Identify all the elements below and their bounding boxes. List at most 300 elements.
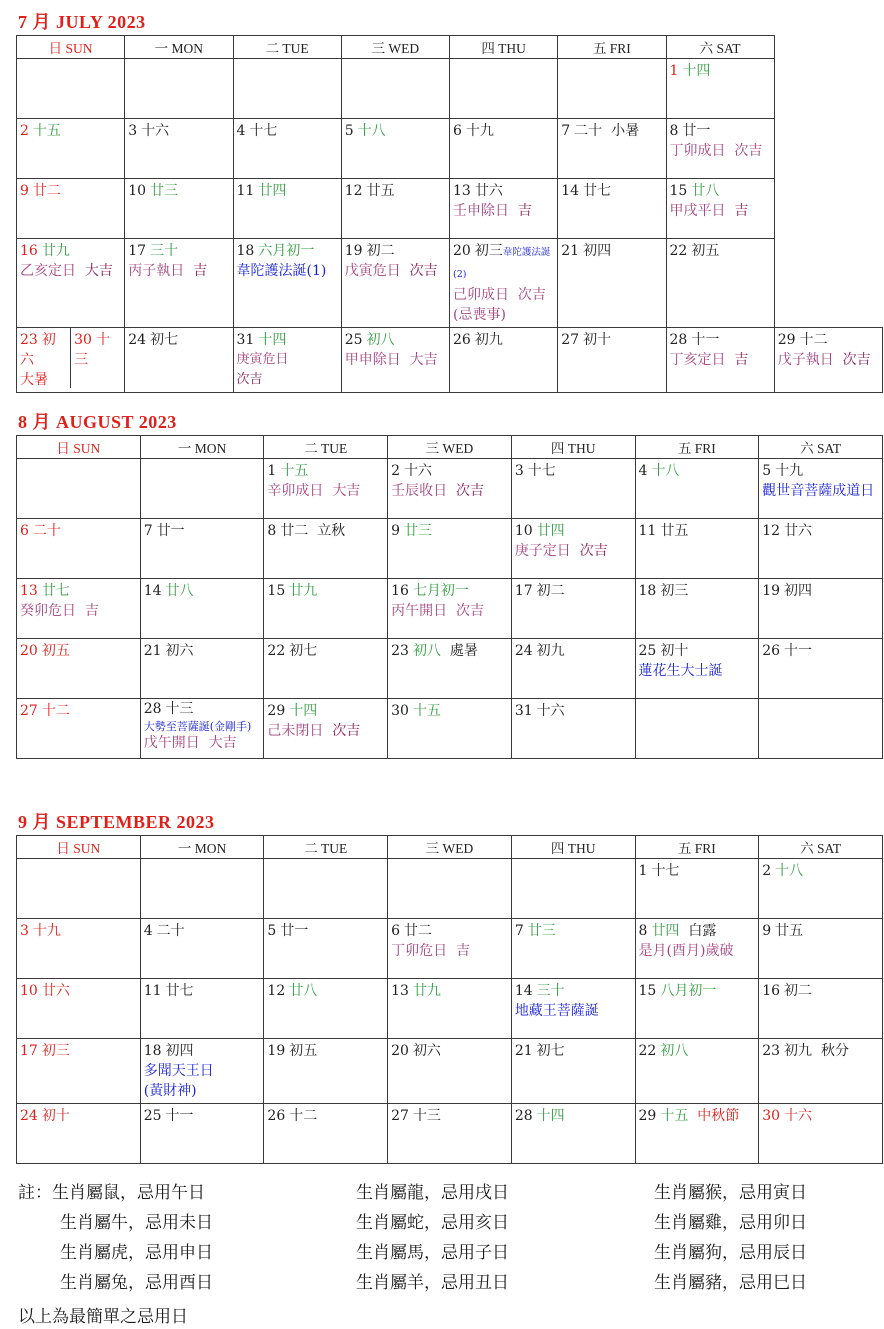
day-cell[interactable] xyxy=(140,639,264,699)
lunar-date: 廿一 xyxy=(682,123,711,139)
day-number: 9 xyxy=(391,523,401,539)
lunar-date: 廿五 xyxy=(660,523,689,539)
day-cell[interactable] xyxy=(666,119,774,179)
day-number: 17 xyxy=(20,1043,38,1059)
day-cell[interactable] xyxy=(759,639,883,699)
solar-term: 立秋 xyxy=(317,523,346,539)
lunar-date: 初六 xyxy=(412,1043,441,1059)
lunar-date: 廿六 xyxy=(474,183,503,199)
day-number: 13 xyxy=(453,183,471,199)
lunar-date: 十一 xyxy=(165,1108,194,1124)
day-cell[interactable] xyxy=(635,919,759,979)
almanac-day: 乙亥定日 xyxy=(20,263,76,279)
day-cell[interactable] xyxy=(759,979,883,1039)
day-cell[interactable] xyxy=(774,328,882,393)
day-cell[interactable] xyxy=(759,579,883,639)
lunar-date: 十六 xyxy=(536,703,565,719)
auspicious-rating: 大吉 xyxy=(208,735,237,751)
day-cell[interactable] xyxy=(125,179,233,239)
day-cell[interactable] xyxy=(388,699,512,759)
day-number: 11 xyxy=(236,183,255,199)
lunar-date: 廿三 xyxy=(150,183,179,199)
day-cell[interactable] xyxy=(759,859,883,919)
day-number: 21 xyxy=(514,1043,533,1059)
weekday-wed: 三 WED xyxy=(388,436,512,459)
week-row xyxy=(17,179,883,239)
day-number: 4 xyxy=(236,123,246,139)
almanac-day: 丁卯成日 xyxy=(669,143,726,159)
auspicious-rating: 大吉 xyxy=(332,483,361,499)
day-cell[interactable] xyxy=(17,1039,141,1104)
day-cell[interactable] xyxy=(388,459,512,519)
auspicious-rating: 次吉 xyxy=(236,372,263,387)
empty-cell xyxy=(125,59,233,119)
day-cell[interactable] xyxy=(17,328,70,388)
day-number: 10 xyxy=(514,523,533,539)
day-cell[interactable] xyxy=(140,919,264,979)
day-number: 10 xyxy=(20,983,38,999)
empty-cell xyxy=(140,459,264,519)
empty-cell xyxy=(140,859,264,919)
day-number: 3 xyxy=(20,923,29,939)
empty-cell xyxy=(341,59,449,119)
day-number: 16 xyxy=(762,983,781,999)
weekday-mon: 一 MON xyxy=(140,836,264,859)
week-row xyxy=(17,979,883,1039)
day-cell[interactable] xyxy=(511,639,635,699)
day-number: 24 xyxy=(20,1108,38,1124)
day-cell[interactable] xyxy=(558,119,666,179)
lunar-date: 十六 xyxy=(784,1108,813,1124)
notes-row xyxy=(18,1178,878,1208)
almanac-day: 甲申除日 xyxy=(344,352,401,368)
lunar-date: 三十 xyxy=(150,243,179,259)
lunar-date: 二十 xyxy=(574,123,603,139)
day-number: 1 xyxy=(669,63,679,79)
day-cell[interactable] xyxy=(17,699,141,759)
day-cell[interactable] xyxy=(511,919,635,979)
august-title: 8 月 AUGUST 2023 xyxy=(18,412,177,432)
note-item: 生肖屬鼠，忌用午日 xyxy=(52,1183,205,1203)
day-cell[interactable] xyxy=(388,639,512,699)
lunar-date: 廿九 xyxy=(412,983,441,999)
day-number: 11 xyxy=(638,523,657,539)
day-cell[interactable] xyxy=(666,328,774,393)
day-cell[interactable] xyxy=(388,579,512,639)
day-cell[interactable] xyxy=(635,1039,759,1104)
day-cell[interactable] xyxy=(635,459,759,519)
lunar-date: 十七 xyxy=(249,123,278,139)
day-cell[interactable] xyxy=(17,179,125,239)
lunar-date: 初二 xyxy=(784,983,813,999)
july-calendar xyxy=(16,35,883,393)
day-cell[interactable] xyxy=(759,519,883,579)
empty-cell xyxy=(511,859,635,919)
lunar-date: 初二 xyxy=(366,243,395,259)
lunar-date: 初八 xyxy=(366,332,395,348)
day-cell[interactable] xyxy=(388,979,512,1039)
lunar-date: 初八 xyxy=(412,643,441,659)
day-number: 28 xyxy=(669,332,688,348)
lunar-date: 廿四 xyxy=(258,183,287,199)
day-number: 15 xyxy=(267,583,286,599)
week-row xyxy=(17,239,883,328)
note-item: 生肖屬羊，忌用丑日 xyxy=(356,1273,509,1293)
weekday-thu: 四 THU xyxy=(450,36,558,59)
lunar-date: 初七 xyxy=(150,332,179,348)
day-cell[interactable] xyxy=(388,1104,512,1164)
day-cell[interactable] xyxy=(511,699,635,759)
day-cell[interactable] xyxy=(759,1039,883,1104)
empty-cell xyxy=(264,859,388,919)
empty-cell xyxy=(635,699,759,759)
lunar-date: 十三 xyxy=(412,1108,441,1124)
day-number: 23 xyxy=(391,643,409,659)
day-cell[interactable] xyxy=(264,639,388,699)
lunar-date: 廿二 xyxy=(32,183,61,199)
auspicious-rating: 次吉 xyxy=(579,543,608,559)
week-row xyxy=(17,328,883,393)
day-cell[interactable] xyxy=(140,1039,264,1104)
day-cell[interactable] xyxy=(341,239,449,328)
lunar-date: 十六 xyxy=(404,463,433,479)
auspicious-rating: 次吉 xyxy=(842,352,871,368)
weekday-fri: 五 FRI xyxy=(635,436,759,459)
almanac-day: 戊午開日 xyxy=(143,735,200,751)
lunar-date: 廿七 xyxy=(165,983,194,999)
day-number: 26 xyxy=(267,1108,286,1124)
day-cell[interactable] xyxy=(635,979,759,1039)
lunar-date: 十五 xyxy=(660,1108,689,1124)
weekday-thu: 四 THU xyxy=(511,436,635,459)
day-cell[interactable] xyxy=(17,119,125,179)
note-item: 生肖屬猴，忌用寅日 xyxy=(654,1183,807,1203)
day-cell[interactable] xyxy=(233,239,341,328)
lunar-date: 十九 xyxy=(32,923,61,939)
lunar-date: 初九 xyxy=(536,643,565,659)
lunar-date: 初十 xyxy=(41,1108,70,1124)
lunar-date: 初二 xyxy=(536,583,565,599)
day-number: 6 xyxy=(453,123,462,139)
day-cell[interactable] xyxy=(264,459,388,519)
lunar-date: 廿七 xyxy=(41,583,70,599)
day-cell[interactable] xyxy=(17,979,141,1039)
lunar-date: 十六 xyxy=(141,123,170,139)
lunar-date: 十九 xyxy=(775,463,804,479)
day-number: 10 xyxy=(128,183,147,199)
day-number: 27 xyxy=(391,1108,409,1124)
day-cell[interactable] xyxy=(450,328,558,393)
day-cell[interactable] xyxy=(450,239,558,328)
auspicious-rating: 吉 xyxy=(734,203,749,219)
lunar-date: 廿九 xyxy=(41,243,70,259)
day-cell[interactable] xyxy=(759,919,883,979)
weekday-tue: 二 TUE xyxy=(264,836,388,859)
day-number: 25 xyxy=(344,332,363,348)
july-title: 7 月 JULY 2023 xyxy=(18,12,146,32)
day-cell[interactable] xyxy=(17,1104,141,1164)
lunar-date: 十五 xyxy=(280,463,309,479)
day-cell[interactable] xyxy=(264,1039,388,1104)
day-number: 20 xyxy=(453,243,471,259)
day-number: 19 xyxy=(267,1043,286,1059)
day-cell[interactable] xyxy=(264,1104,388,1164)
day-cell[interactable] xyxy=(635,639,759,699)
notes-footer: 以上為最簡單之忌用日 xyxy=(18,1307,188,1327)
day-cell[interactable] xyxy=(125,328,233,393)
lunar-date: 廿九 xyxy=(289,583,318,599)
day-cell[interactable] xyxy=(635,859,759,919)
day-cell[interactable] xyxy=(140,519,264,579)
day-cell[interactable] xyxy=(17,919,141,979)
lunar-date: 二十 xyxy=(32,523,61,539)
lunar-date: 廿二 xyxy=(404,923,433,939)
lunar-date: 廿七 xyxy=(583,183,612,199)
weekday-sun: 日 SUN xyxy=(17,436,141,459)
day-number: 19 xyxy=(762,583,781,599)
lunar-date: 廿四 xyxy=(651,923,680,939)
day-cell[interactable] xyxy=(341,328,449,393)
day-cell[interactable] xyxy=(511,1104,635,1164)
lunar-date: 十七 xyxy=(527,463,556,479)
day-number: 29 xyxy=(638,1108,657,1124)
day-number: 23 xyxy=(20,332,38,348)
day-cell[interactable] xyxy=(17,639,141,699)
empty-cell xyxy=(17,459,141,519)
day-number: 17 xyxy=(514,583,533,599)
lunar-date: 十九 xyxy=(465,123,494,139)
day-number: 22 xyxy=(669,243,688,259)
day-cell[interactable] xyxy=(233,179,341,239)
buddhist-event: 韋陀護法誕(2) xyxy=(453,247,551,280)
day-number: 6 xyxy=(20,523,29,539)
day-number: 29 xyxy=(777,332,796,348)
lunar-date: 廿六 xyxy=(41,983,70,999)
day-number: 21 xyxy=(561,243,580,259)
lunar-date: 初三 xyxy=(41,1043,70,1059)
solar-term: 秋分 xyxy=(820,1043,849,1059)
lunar-date: 七月初一 xyxy=(412,583,469,599)
day-cell[interactable] xyxy=(388,519,512,579)
lunar-date: 十一 xyxy=(691,332,720,348)
day-cell[interactable] xyxy=(140,699,264,759)
day-number: 25 xyxy=(638,643,657,659)
day-cell[interactable] xyxy=(450,179,558,239)
week-row xyxy=(17,919,883,979)
lunar-date: 初十 xyxy=(583,332,612,348)
day-cell[interactable] xyxy=(264,519,388,579)
week-row xyxy=(17,59,883,119)
day-number: 13 xyxy=(20,583,38,599)
day-number: 18 xyxy=(143,1043,162,1059)
weekday-header xyxy=(17,36,883,59)
day-number: 24 xyxy=(128,332,147,348)
day-cell[interactable] xyxy=(511,579,635,639)
lunar-date: 十二 xyxy=(799,332,828,348)
day-cell[interactable] xyxy=(341,179,449,239)
day-cell[interactable] xyxy=(17,519,141,579)
day-number: 8 xyxy=(638,923,648,939)
day-number: 1 xyxy=(638,863,648,879)
empty-cell xyxy=(233,59,341,119)
day-cell[interactable] xyxy=(17,239,125,328)
day-cell[interactable] xyxy=(140,579,264,639)
lunar-date: 初七 xyxy=(536,1043,565,1059)
day-cell[interactable] xyxy=(558,179,666,239)
almanac-day: 庚子定日 xyxy=(514,543,571,559)
auspicious-rating: 大吉 xyxy=(84,263,113,279)
day-cell[interactable] xyxy=(125,239,233,328)
day-number: 14 xyxy=(143,583,162,599)
lunar-date: 初四 xyxy=(784,583,813,599)
august-calendar xyxy=(16,435,883,759)
day-number: 28 xyxy=(143,701,162,717)
almanac-day: 甲戌平日 xyxy=(669,203,726,219)
buddhist-event: 蓮花生大士誕 xyxy=(638,663,723,679)
day-number: 26 xyxy=(762,643,781,659)
day-cell[interactable] xyxy=(635,519,759,579)
lunar-date: 八月初一 xyxy=(660,983,717,999)
auspicious-rating: 次吉 xyxy=(734,143,763,159)
note-item: 生肖屬雞，忌用卯日 xyxy=(654,1213,807,1233)
auspicious-rating: 次吉 xyxy=(517,287,546,303)
day-number: 20 xyxy=(391,1043,409,1059)
lunar-date: 廿四 xyxy=(536,523,565,539)
weekday-mon: 一 MON xyxy=(125,36,233,59)
lunar-date: 廿五 xyxy=(366,183,395,199)
lunar-date: 十一 xyxy=(784,643,813,659)
day-cell[interactable] xyxy=(388,1039,512,1104)
day-number: 28 xyxy=(514,1108,533,1124)
day-cell[interactable] xyxy=(264,579,388,639)
lunar-date: 廿八 xyxy=(165,583,194,599)
day-number: 18 xyxy=(236,243,255,259)
buddhist-event: 大勢至菩薩誕(金剛手) xyxy=(143,720,252,733)
almanac-day: 丁卯危日 xyxy=(391,943,448,959)
weekday-fri: 五 FRI xyxy=(558,36,666,59)
day-number: 18 xyxy=(638,583,657,599)
auspicious-rating: 吉 xyxy=(193,263,208,279)
lunar-date: 廿五 xyxy=(775,923,804,939)
day-cell[interactable] xyxy=(234,328,341,388)
day-cell[interactable] xyxy=(264,979,388,1039)
notes-row xyxy=(18,1208,878,1238)
lunar-date: 十四 xyxy=(289,703,318,719)
almanac-day: 己卯成日 xyxy=(453,287,509,303)
weekday-sun: 日 SUN xyxy=(17,36,125,59)
lunar-date: 初五 xyxy=(41,643,70,659)
day-cell[interactable] xyxy=(511,459,635,519)
day-cell[interactable] xyxy=(558,239,666,328)
lunar-date: 廿三 xyxy=(527,923,556,939)
auspicious-rating: 吉 xyxy=(517,203,532,219)
day-number: 12 xyxy=(762,523,781,539)
day-cell[interactable] xyxy=(558,328,666,393)
day-cell[interactable] xyxy=(511,519,635,579)
day-cell[interactable] xyxy=(125,119,233,179)
split-day-cell xyxy=(233,328,341,393)
auspicious-rating: 次吉 xyxy=(456,603,485,619)
day-cell[interactable] xyxy=(759,459,883,519)
lunar-date: 十二 xyxy=(289,1108,318,1124)
day-cell[interactable] xyxy=(511,979,635,1039)
lunar-date: 初七 xyxy=(289,643,318,659)
day-number: 21 xyxy=(143,643,162,659)
lunar-date: 六月初一 xyxy=(258,243,315,259)
day-cell[interactable] xyxy=(450,119,558,179)
lunar-date: 初三 xyxy=(660,583,689,599)
empty-cell xyxy=(558,59,666,119)
day-number: 11 xyxy=(143,983,162,999)
lunar-date: 十五 xyxy=(32,123,61,139)
day-cell[interactable] xyxy=(388,919,512,979)
week-row xyxy=(17,1039,883,1104)
day-number: 9 xyxy=(20,183,29,199)
day-cell[interactable] xyxy=(264,699,388,759)
lunar-date: 十五 xyxy=(412,703,441,719)
day-number: 7 xyxy=(561,123,571,139)
day-number: 4 xyxy=(638,463,648,479)
day-cell[interactable] xyxy=(511,1039,635,1104)
day-number: 17 xyxy=(128,243,147,259)
day-number: 5 xyxy=(344,123,354,139)
day-cell[interactable] xyxy=(666,239,774,328)
day-cell[interactable] xyxy=(759,1104,883,1164)
lunar-date: 初九 xyxy=(474,332,503,348)
weekday-thu: 四 THU xyxy=(511,836,635,859)
lunar-date: 三十 xyxy=(536,983,565,999)
almanac-day: 壬辰收日 xyxy=(391,483,448,499)
lunar-date: 廿三 xyxy=(404,523,433,539)
day-cell[interactable] xyxy=(635,579,759,639)
day-cell[interactable] xyxy=(70,328,124,388)
solar-term: 小暑 xyxy=(611,123,640,139)
day-cell[interactable] xyxy=(140,979,264,1039)
buddhist-event: 多聞天王日 xyxy=(143,1063,214,1079)
day-cell[interactable] xyxy=(140,1104,264,1164)
day-number: 22 xyxy=(267,643,286,659)
lunar-date: 初五 xyxy=(289,1043,318,1059)
lunar-date: 十八 xyxy=(651,463,680,479)
lunar-date: 十四 xyxy=(536,1108,565,1124)
day-number: 3 xyxy=(514,463,524,479)
day-number: 3 xyxy=(128,123,138,139)
lunar-date: 二十 xyxy=(156,923,185,939)
auspicious-rating: 吉 xyxy=(456,943,471,959)
almanac-day: 戊子執日 xyxy=(777,352,834,368)
weekday-sat: 六 SAT xyxy=(759,436,883,459)
day-cell[interactable] xyxy=(17,579,141,639)
day-cell[interactable] xyxy=(264,919,388,979)
buddhist-event: 韋陀護法誕(1) xyxy=(236,263,327,279)
day-cell[interactable] xyxy=(233,119,341,179)
note-item: 生肖屬虎，忌用申日 xyxy=(60,1243,213,1263)
empty-cell xyxy=(759,699,883,759)
lunar-date: 十七 xyxy=(651,863,680,879)
day-number: 30 xyxy=(74,332,92,348)
day-cell[interactable] xyxy=(666,179,774,239)
lunar-date: 廿一 xyxy=(156,523,185,539)
day-number: 20 xyxy=(20,643,38,659)
lunar-date: 廿六 xyxy=(784,523,813,539)
notes-prefix: 註： xyxy=(18,1183,52,1203)
day-number: 4 xyxy=(143,923,153,939)
notes-row xyxy=(18,1268,878,1298)
day-cell[interactable] xyxy=(341,119,449,179)
day-cell[interactable] xyxy=(666,59,774,119)
day-number: 2 xyxy=(391,463,401,479)
day-cell[interactable] xyxy=(635,1104,759,1164)
